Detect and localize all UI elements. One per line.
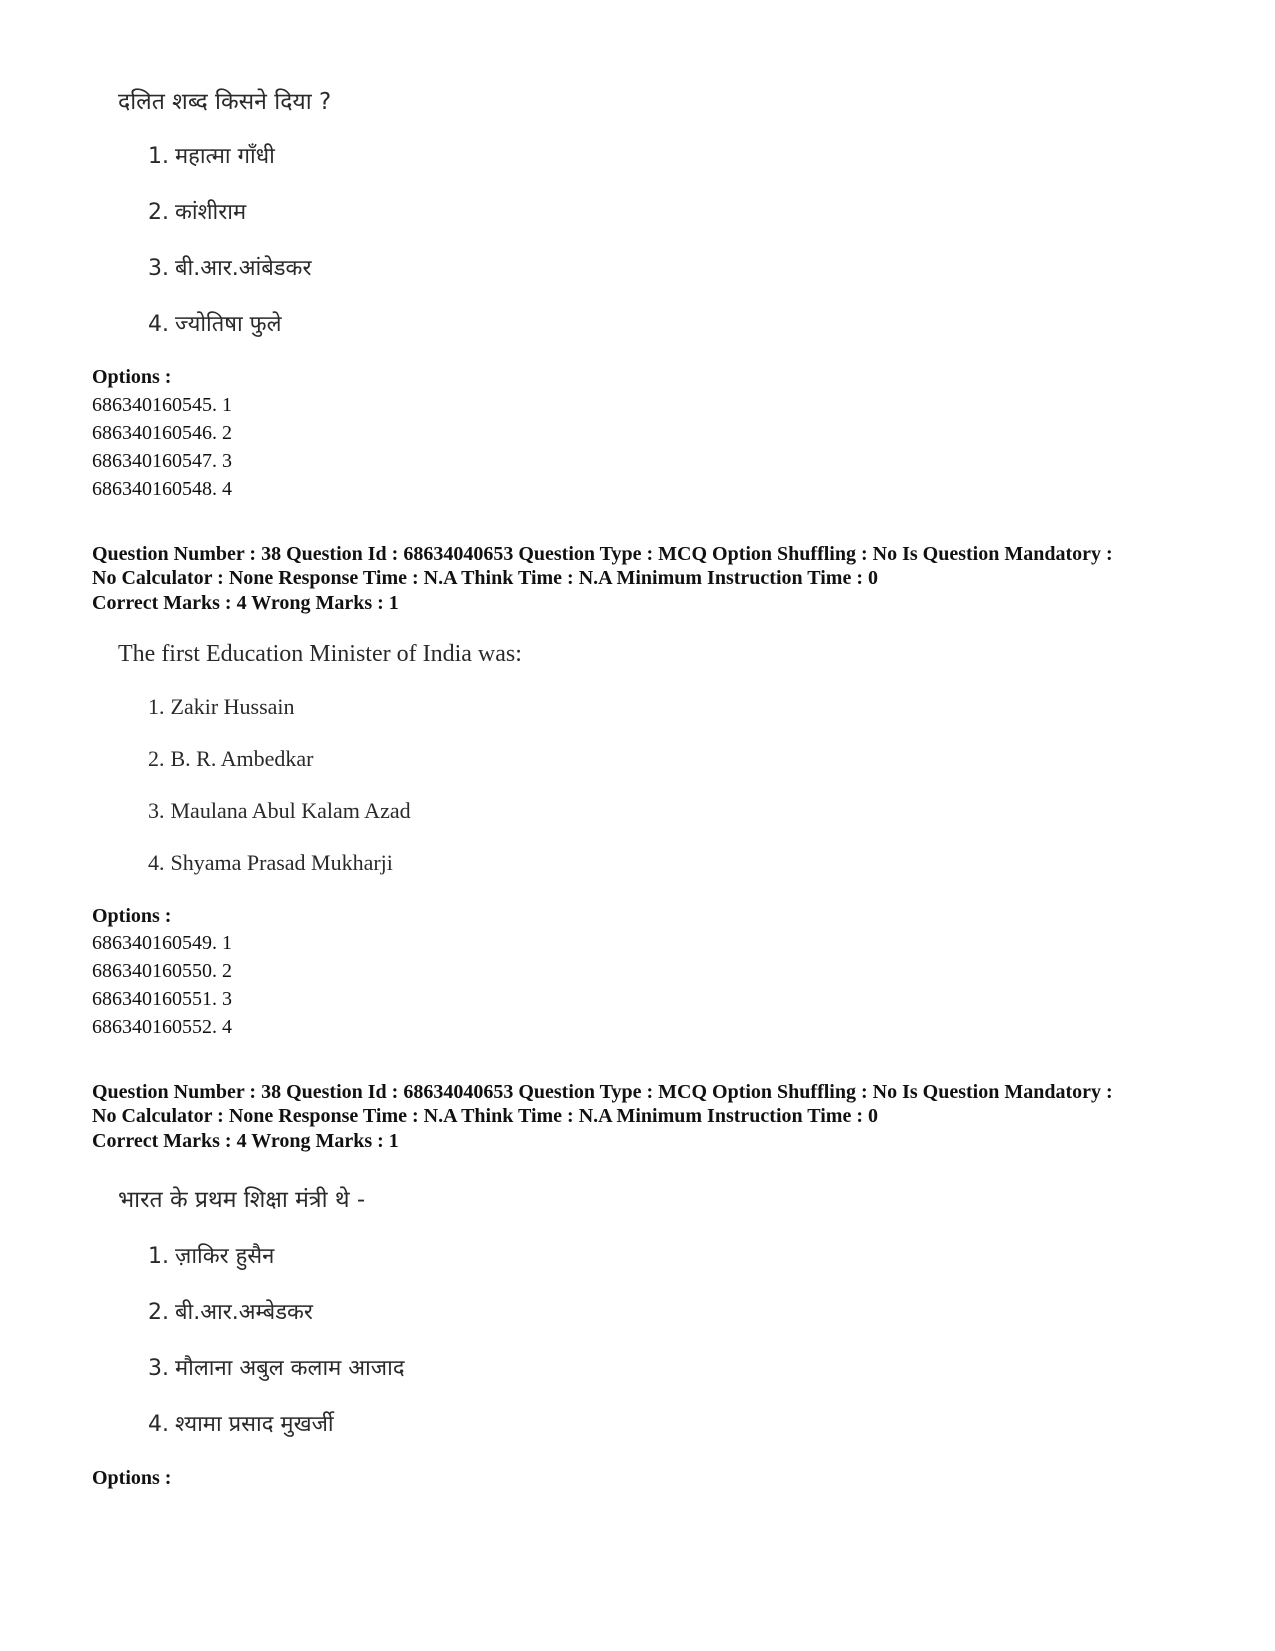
choice-text: कांशीराम xyxy=(175,200,247,225)
choice-text: श्यामा प्रसाद मुखर्जी xyxy=(175,1412,334,1437)
choice-number: 1. xyxy=(148,694,165,719)
choice-number: 3. xyxy=(148,1356,169,1381)
answer-choice xyxy=(148,850,393,876)
question-meta-line: Question Number : 38 Question Id : 68634040653 Question Type : MCQ Option Shuffling : No Is Question Mandatory : xyxy=(92,1081,1113,1103)
choice-text: B. R. Ambedkar xyxy=(170,746,314,771)
question-stem: भारत के प्रथम शिक्षा मंत्री थे - xyxy=(118,1187,366,1213)
choice-text: ज़ाकिर हुसैन xyxy=(175,1244,275,1269)
answer-choice xyxy=(148,1240,274,1270)
answer-choice xyxy=(148,1408,334,1438)
option-id-line: 686340160548. 4 xyxy=(92,478,232,500)
answer-choice xyxy=(148,196,246,226)
marks-line: Correct Marks : 4 Wrong Marks : 1 xyxy=(92,1130,399,1152)
choice-number: 2. xyxy=(148,1300,169,1325)
question-meta xyxy=(92,542,1202,590)
option-id-line: 686340160552. 4 xyxy=(92,1016,232,1038)
choice-number: 3. xyxy=(148,798,165,823)
options-heading: Options : xyxy=(92,366,172,388)
answer-choice xyxy=(148,252,311,282)
option-id-line: 686340160546. 2 xyxy=(92,422,232,444)
choice-number: 3. xyxy=(148,256,169,281)
question-meta xyxy=(92,1080,1202,1128)
answer-choice xyxy=(148,1352,405,1382)
choice-text: ज्योतिषा फुले xyxy=(175,312,282,337)
choice-number: 2. xyxy=(148,746,165,771)
choice-number: 4. xyxy=(148,850,165,875)
choice-number: 4. xyxy=(148,1412,169,1437)
option-id-line: 686340160545. 1 xyxy=(92,394,232,416)
choice-text: महात्मा गाँधी xyxy=(175,144,275,169)
question-meta-line: No Calculator : None Response Time : N.A Think Time : N.A Minimum Instruction Time : 0 xyxy=(92,1105,878,1127)
choice-text: Maulana Abul Kalam Azad xyxy=(170,798,411,823)
option-id-line: 686340160549. 1 xyxy=(92,932,232,954)
choice-text: बी.आर.अम्बेडकर xyxy=(175,1300,313,1325)
option-id-line: 686340160551. 3 xyxy=(92,988,232,1010)
choice-number: 1. xyxy=(148,1244,169,1269)
answer-choice xyxy=(148,694,295,720)
choice-number: 4. xyxy=(148,312,169,337)
marks-line: Correct Marks : 4 Wrong Marks : 1 xyxy=(92,592,399,614)
question-meta-line: Question Number : 38 Question Id : 68634040653 Question Type : MCQ Option Shuffling : No Is Question Mandatory : xyxy=(92,543,1113,565)
choice-number: 1. xyxy=(148,144,169,169)
question-stem: The first Education Minister of India was: xyxy=(118,641,522,667)
choice-text: Zakir Hussain xyxy=(170,694,295,719)
answer-choice xyxy=(148,140,275,170)
choice-text: Shyama Prasad Mukharji xyxy=(170,850,393,875)
choice-number: 2. xyxy=(148,200,169,225)
option-id-line: 686340160550. 2 xyxy=(92,960,232,982)
answer-choice xyxy=(148,798,411,824)
options-heading: Options : xyxy=(92,905,172,927)
answer-choice xyxy=(148,746,314,772)
option-id-line: 686340160547. 3 xyxy=(92,450,232,472)
question-stem: दलित शब्द किसने दिया ? xyxy=(118,89,332,115)
answer-choice xyxy=(148,1296,313,1326)
answer-choice xyxy=(148,308,282,338)
choice-text: बी.आर.आंबेडकर xyxy=(175,256,312,281)
choice-text: मौलाना अबुल कलाम आजाद xyxy=(175,1356,405,1381)
question-meta-line: No Calculator : None Response Time : N.A Think Time : N.A Minimum Instruction Time : 0 xyxy=(92,567,878,589)
options-heading: Options : xyxy=(92,1467,172,1489)
